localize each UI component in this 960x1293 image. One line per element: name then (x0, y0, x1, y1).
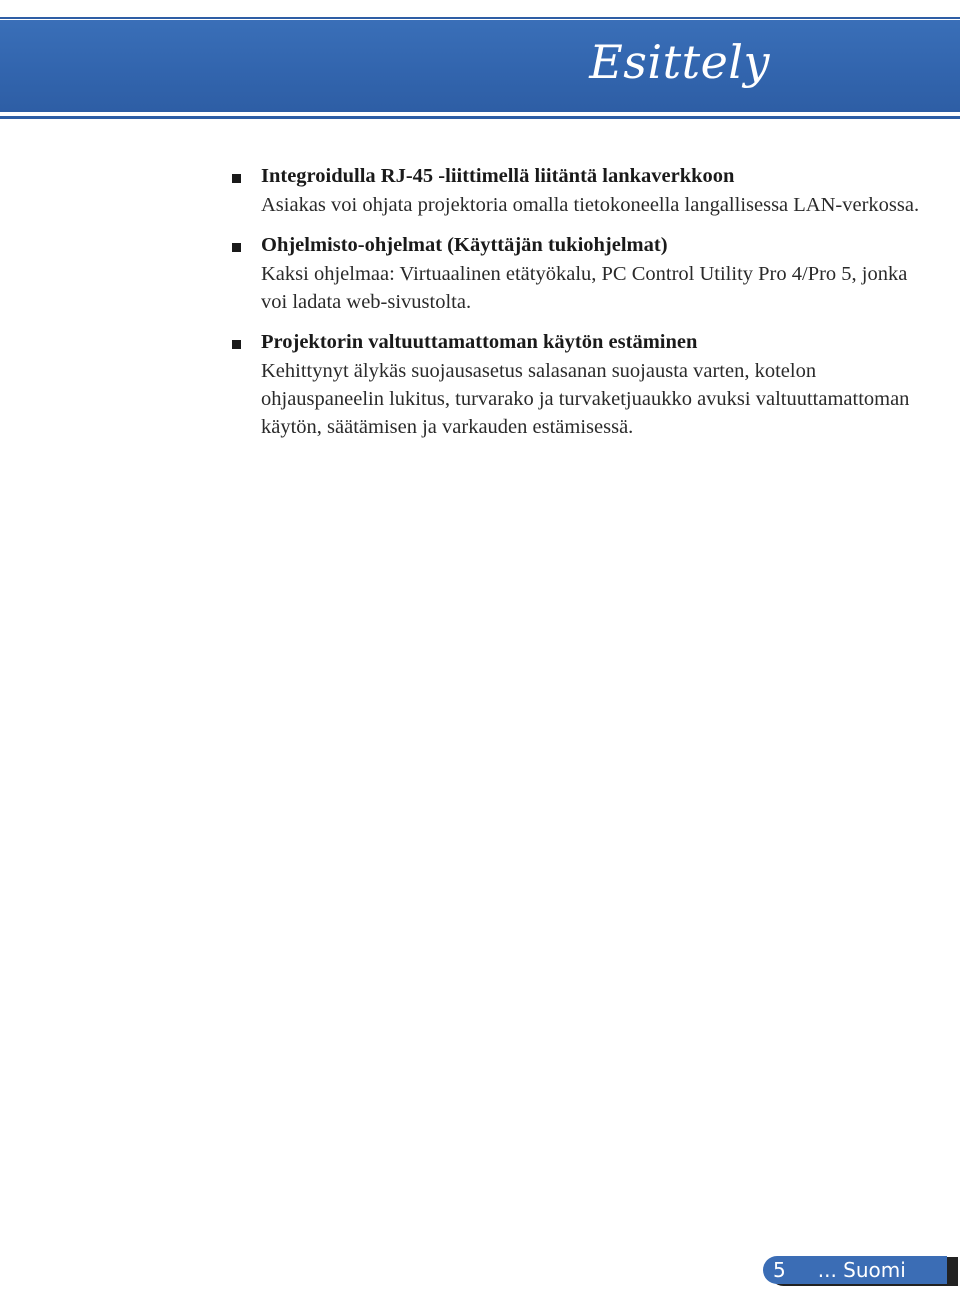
feature-item-software (230, 231, 920, 316)
language-label: ... Suomi (817, 1258, 906, 1282)
square-bullet-icon (232, 174, 241, 183)
feature-list (230, 162, 920, 453)
feature-body: Kaksi ohjelmaa: Virtuaalinen etätyökalu, PC Control Utility Pro 4/Pro 5, jonka voi ladata web-sivustolta. (261, 263, 908, 313)
feature-heading: Integroidulla RJ-45 -liittimellä liitäntä lankaverkkoon (261, 165, 735, 187)
header-bottom-rule (0, 116, 960, 119)
page-number: 5 (773, 1258, 786, 1282)
footer-page-tab (763, 1256, 958, 1288)
feature-body: Kehittynyt älykäs suojausasetus salasanan suojausta varten, kotelon ohjauspaneelin lukitus, turvarako ja turvaketjuaukko avuksi valtuuttamattoman käytön, säätämisen ja varkauden estämisessä. (261, 360, 910, 438)
feature-item-security (230, 328, 920, 441)
header-band (0, 20, 960, 112)
feature-body: Asiakas voi ohjata projektoria omalla tietokoneella langallisessa LAN-verkossa. (261, 194, 920, 216)
feature-item-lan (230, 162, 920, 219)
feature-heading: Projektorin valtuuttamattoman käytön estäminen (261, 331, 698, 353)
footer-tab-pill (763, 1256, 947, 1284)
header-top-rule (0, 17, 960, 19)
page-title: Esittely (589, 35, 770, 89)
square-bullet-icon (232, 340, 241, 349)
feature-heading: Ohjelmisto-ohjelmat (Käyttäjän tukiohjelmat) (261, 234, 668, 256)
square-bullet-icon (232, 243, 241, 252)
